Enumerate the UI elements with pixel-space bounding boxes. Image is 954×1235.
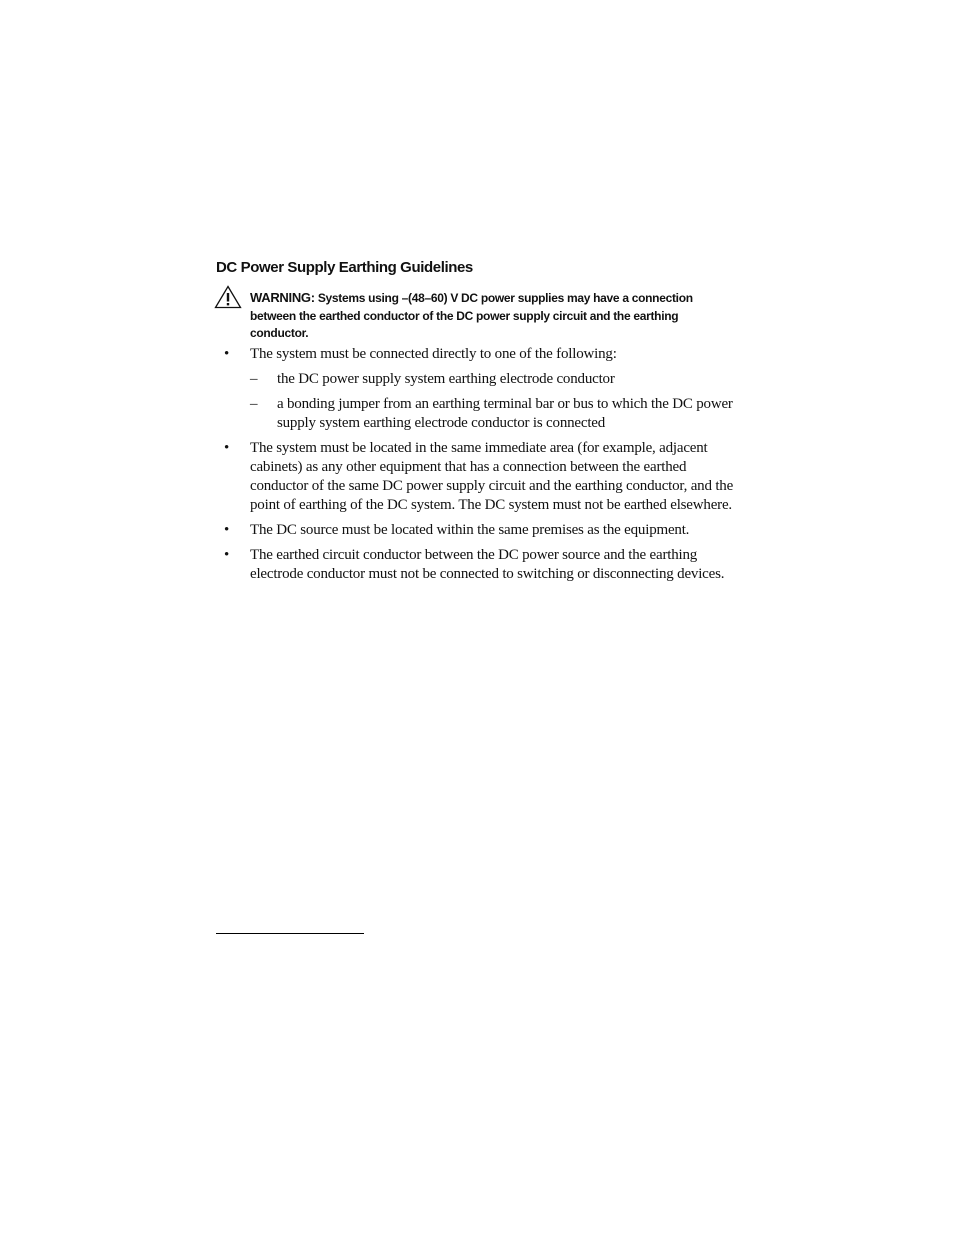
bullet-marker: • [224,346,230,362]
sub-list-item [250,370,746,389]
warning-text [250,289,730,343]
warning-icon [214,285,242,309]
list-item [216,439,746,515]
list-item-text: The system must be located in the same immediate area (for example, adjacent cabinets) as any other equipment that has a connection between the earthed conductor of the same DC power supply circuit and the earthing conductor, and the point of earthing of the DC system. The DC system must not be earthed elsewhere. [250,440,734,513]
sub-list [250,370,746,433]
list-item-text: The system must be connected directly to one of the following: [250,346,617,362]
list-item [216,521,746,540]
list-item [216,345,746,433]
bullet-marker: • [224,440,230,456]
dash-marker: – [250,396,258,412]
guidelines-list [216,345,746,590]
warning-label: WARNING: [250,290,315,305]
section-heading: DC Power Supply Earthing Guidelines [216,259,473,276]
sub-list-item-text: the DC power supply system earthing electrode conductor [277,371,615,387]
dash-marker: – [250,371,258,387]
warning-body: Systems using –(48–60) V DC power supplies may have a connection between the earthed conductor of the DC power supply circuit and the earthing conductor. [250,291,693,340]
sub-list-item [250,395,746,433]
bullet-marker: • [224,547,230,563]
sub-list-item-text: a bonding jumper from an earthing terminal bar or bus to which the DC power supply system earthing electrode conductor is connected [277,396,733,431]
list-item-text: The DC source must be located within the same premises as the equipment. [250,522,690,538]
bullet-marker: • [224,522,230,538]
footnote-divider [216,933,364,934]
list-item-text: The earthed circuit conductor between the DC power source and the earthing electrode conductor must not be connected to switching or disconnecting devices. [250,547,725,582]
list-item [216,546,746,584]
